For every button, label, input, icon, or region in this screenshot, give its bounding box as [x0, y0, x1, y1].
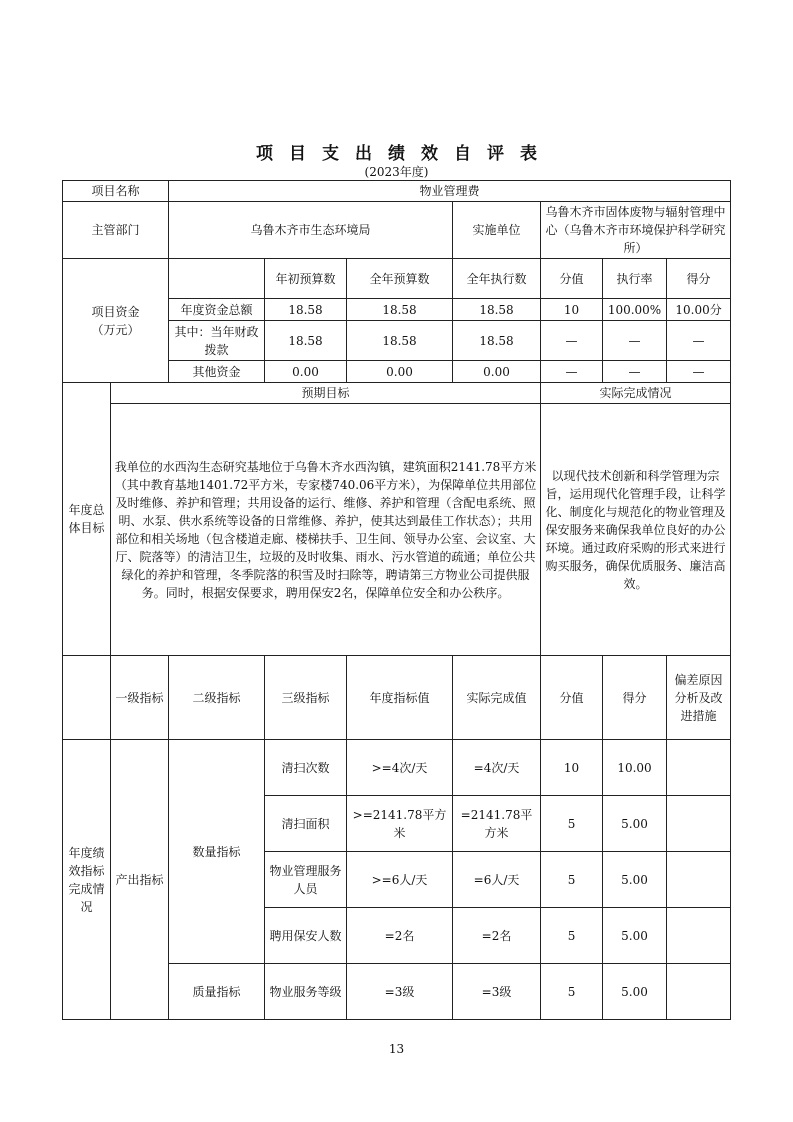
- dept-label: 主管部门: [63, 202, 169, 259]
- funds-cell: —: [667, 361, 731, 383]
- deviation-note: [667, 908, 731, 964]
- performance-table: [62, 180, 731, 1020]
- got-value: 5.00: [603, 908, 667, 964]
- funds-cell: —: [603, 361, 667, 383]
- got-value: 5.00: [603, 796, 667, 852]
- l3-indicator: 物业服务等级: [265, 964, 347, 1020]
- quality-indicator: 质量指标: [169, 964, 265, 1020]
- funds-cell: 18.58: [265, 321, 347, 361]
- expected-goal-text: 我单位的水西沟生态研究基地位于乌鲁木齐水西沟镇，建筑面积2141.78平方米（其中教育基地1401.72平方米，专家楼740.06平方米），为保障单位共用部位及时维修、养护和管理；共用设备的运行、维修、养护和管理（含配电系统、照明、水泵、供水系统等设备的日常维修、养护，使其达到最佳工作状态）；共用部位和相关场地（包含楼道走廊、楼梯扶手、卫生间、领导办公室、会议室、大厅、院落等）的清洁卫生，垃圾的及时收集、雨水、污水管道的疏通；单位公共绿化的养护和管理，冬季院落的积雪及时扫除等，聘请第三方物业公司提供服务。同时，根据安保要求，聘用保安2名，保障单位安全和办公秩序。: [111, 404, 541, 656]
- deviation-note: [667, 796, 731, 852]
- score-value: 5: [541, 852, 603, 908]
- indicator-header: 三级指标: [265, 656, 347, 740]
- target-value: >=6人/天: [347, 852, 453, 908]
- actual-completion-header: 实际完成情况: [541, 383, 731, 404]
- impl-label: 实施单位: [453, 202, 541, 259]
- goals-label: 年度总体目标: [63, 383, 111, 656]
- dept-value: 乌鲁木齐市生态环境局: [169, 202, 453, 259]
- deviation-note: [667, 852, 731, 908]
- funds-cell: —: [541, 361, 603, 383]
- actual-value: =2141.78平方米: [453, 796, 541, 852]
- actual-value: =6人/天: [453, 852, 541, 908]
- got-value: 5.00: [603, 964, 667, 1020]
- funds-cell: 18.58: [453, 321, 541, 361]
- l3-indicator: 清扫面积: [265, 796, 347, 852]
- funds-cell: 0.00: [347, 361, 453, 383]
- funds-header: 分值: [541, 259, 603, 299]
- actual-completion-text: 以现代技术创新和科学管理为宗旨，运用现代化管理手段，让科学化、制度化与规范化的物业管理及保安服务来确保我单位良好的办公环境。通过政府采购的形式来进行购买服务，确保优质服务、廉洁高效。: [541, 404, 731, 656]
- funds-label: 项目资金 （万元）: [63, 259, 169, 383]
- funds-cell: —: [603, 321, 667, 361]
- funds-cell: 18.58: [265, 299, 347, 321]
- indicator-header: 偏差原因分析及改进措施: [667, 656, 731, 740]
- indicator-header: 二级指标: [169, 656, 265, 740]
- funds-cell: —: [541, 321, 603, 361]
- quantity-indicator: 数量指标: [169, 740, 265, 964]
- funds-cell: 18.58: [347, 299, 453, 321]
- funds-row-label: 年度资金总额: [169, 299, 265, 321]
- score-value: 5: [541, 796, 603, 852]
- got-value: 5.00: [603, 852, 667, 908]
- funds-cell: 0.00: [453, 361, 541, 383]
- score-value: 5: [541, 908, 603, 964]
- got-value: 10.00: [603, 740, 667, 796]
- score-value: 10: [541, 740, 603, 796]
- funds-cell: 18.58: [453, 299, 541, 321]
- l3-indicator: 清扫次数: [265, 740, 347, 796]
- target-value: >=4次/天: [347, 740, 453, 796]
- page-number: 13: [388, 1042, 405, 1056]
- l3-indicator: 物业管理服务人员: [265, 852, 347, 908]
- indicator-header: 年度指标值: [347, 656, 453, 740]
- funds-header: 全年执行数: [453, 259, 541, 299]
- deviation-note: [667, 964, 731, 1020]
- project-name-label: 项目名称: [63, 181, 169, 202]
- funds-row-label: 其中：当年财政拨款: [169, 321, 265, 361]
- target-value: =3级: [347, 964, 453, 1020]
- target-value: >=2141.78平方米: [347, 796, 453, 852]
- funds-row-label: 其他资金: [169, 361, 265, 383]
- actual-value: =3级: [453, 964, 541, 1020]
- funds-cell: —: [667, 321, 731, 361]
- score-value: 5: [541, 964, 603, 1020]
- funds-cell: 0.00: [265, 361, 347, 383]
- indicator-header-blank: [63, 656, 111, 740]
- impl-value: 乌鲁木齐市固体废物与辐射管理中心（乌鲁木齐市环境保护科学研究所）: [541, 202, 731, 259]
- indicators-label: 年度绩效指标完成情况: [63, 740, 111, 1020]
- page-subtitle-year: (2023年度): [364, 165, 429, 179]
- funds-header: 得分: [667, 259, 731, 299]
- deviation-note: [667, 740, 731, 796]
- actual-value: =2名: [453, 908, 541, 964]
- funds-cell: 100.00%: [603, 299, 667, 321]
- level1-indicator: 产出指标: [111, 740, 169, 1020]
- funds-cell: 10.00分: [667, 299, 731, 321]
- funds-header: 全年预算数: [347, 259, 453, 299]
- funds-cell: 18.58: [347, 321, 453, 361]
- indicator-header: 得分: [603, 656, 667, 740]
- funds-header: 执行率: [603, 259, 667, 299]
- page-title: 项目支出绩效自评表: [256, 144, 553, 164]
- target-value: =2名: [347, 908, 453, 964]
- funds-header: 年初预算数: [265, 259, 347, 299]
- project-name-value: 物业管理费: [169, 181, 731, 202]
- indicator-header: 一级指标: [111, 656, 169, 740]
- indicator-header: 实际完成值: [453, 656, 541, 740]
- expected-goal-header: 预期目标: [111, 383, 541, 404]
- funds-header-blank: [169, 259, 265, 299]
- l3-indicator: 聘用保安人数: [265, 908, 347, 964]
- funds-cell: 10: [541, 299, 603, 321]
- actual-value: =4次/天: [453, 740, 541, 796]
- indicator-header: 分值: [541, 656, 603, 740]
